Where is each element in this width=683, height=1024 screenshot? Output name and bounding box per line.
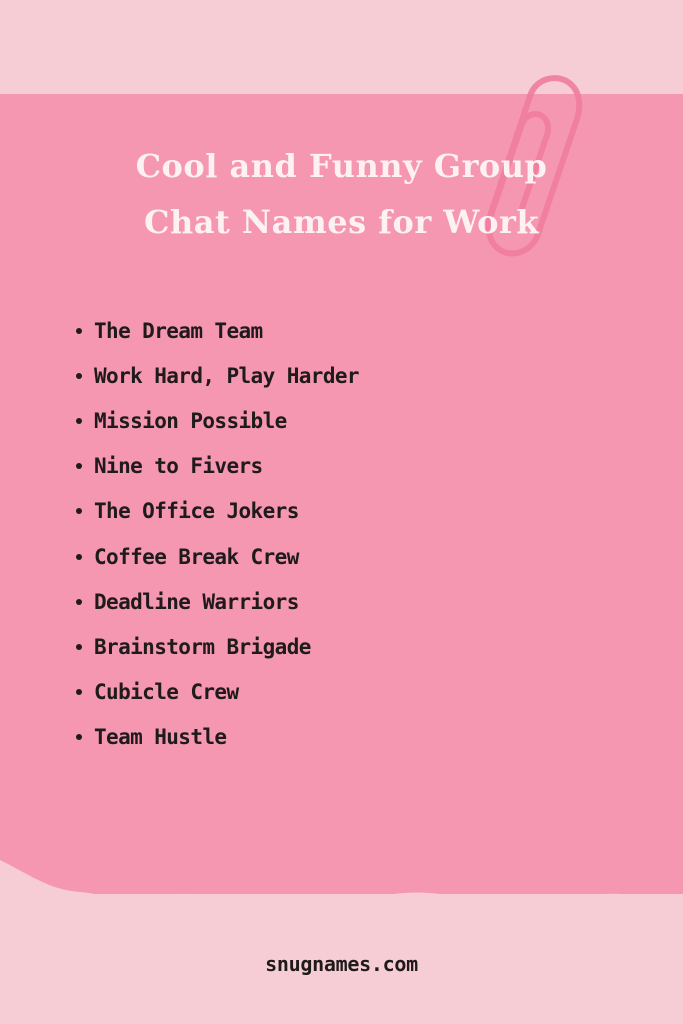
bullet-icon — [76, 599, 82, 605]
chat-names-list — [76, 308, 359, 760]
list-item-label: Coffee Break Crew — [94, 544, 299, 569]
site-footer-link[interactable]: snugnames.com — [265, 952, 418, 976]
list-item-label: The Office Jokers — [94, 499, 299, 524]
list-item-label: Mission Possible — [94, 408, 287, 433]
list-item-label: Deadline Warriors — [94, 589, 299, 614]
bullet-icon — [76, 644, 82, 650]
page-title — [60, 138, 623, 250]
list-item-label: Cubicle Crew — [94, 680, 239, 705]
bullet-icon — [76, 554, 82, 560]
list-item — [76, 308, 359, 353]
title-line-1: Cool and Funny Group — [135, 147, 548, 185]
bullet-icon — [76, 508, 82, 514]
list-item-label: Team Hustle — [94, 725, 227, 750]
list-item — [76, 715, 359, 760]
bullet-icon — [76, 463, 82, 469]
list-item-label: Work Hard, Play Harder — [94, 363, 359, 388]
list-item — [76, 353, 359, 398]
list-item-label: Nine to Fivers — [94, 454, 263, 479]
bullet-icon — [76, 328, 82, 334]
bullet-icon — [76, 373, 82, 379]
list-item-label: The Dream Team — [94, 318, 263, 343]
title-line-2: Chat Names for Work — [143, 203, 540, 241]
bullet-icon — [76, 734, 82, 740]
list-item — [76, 534, 359, 579]
list-item — [76, 624, 359, 669]
list-item — [76, 579, 359, 624]
list-item — [76, 489, 359, 534]
bullet-icon — [76, 689, 82, 695]
list-item — [76, 670, 359, 715]
bullet-icon — [76, 418, 82, 424]
list-item — [76, 444, 359, 489]
list-item-label: Brainstorm Brigade — [94, 634, 311, 659]
list-item — [76, 398, 359, 443]
